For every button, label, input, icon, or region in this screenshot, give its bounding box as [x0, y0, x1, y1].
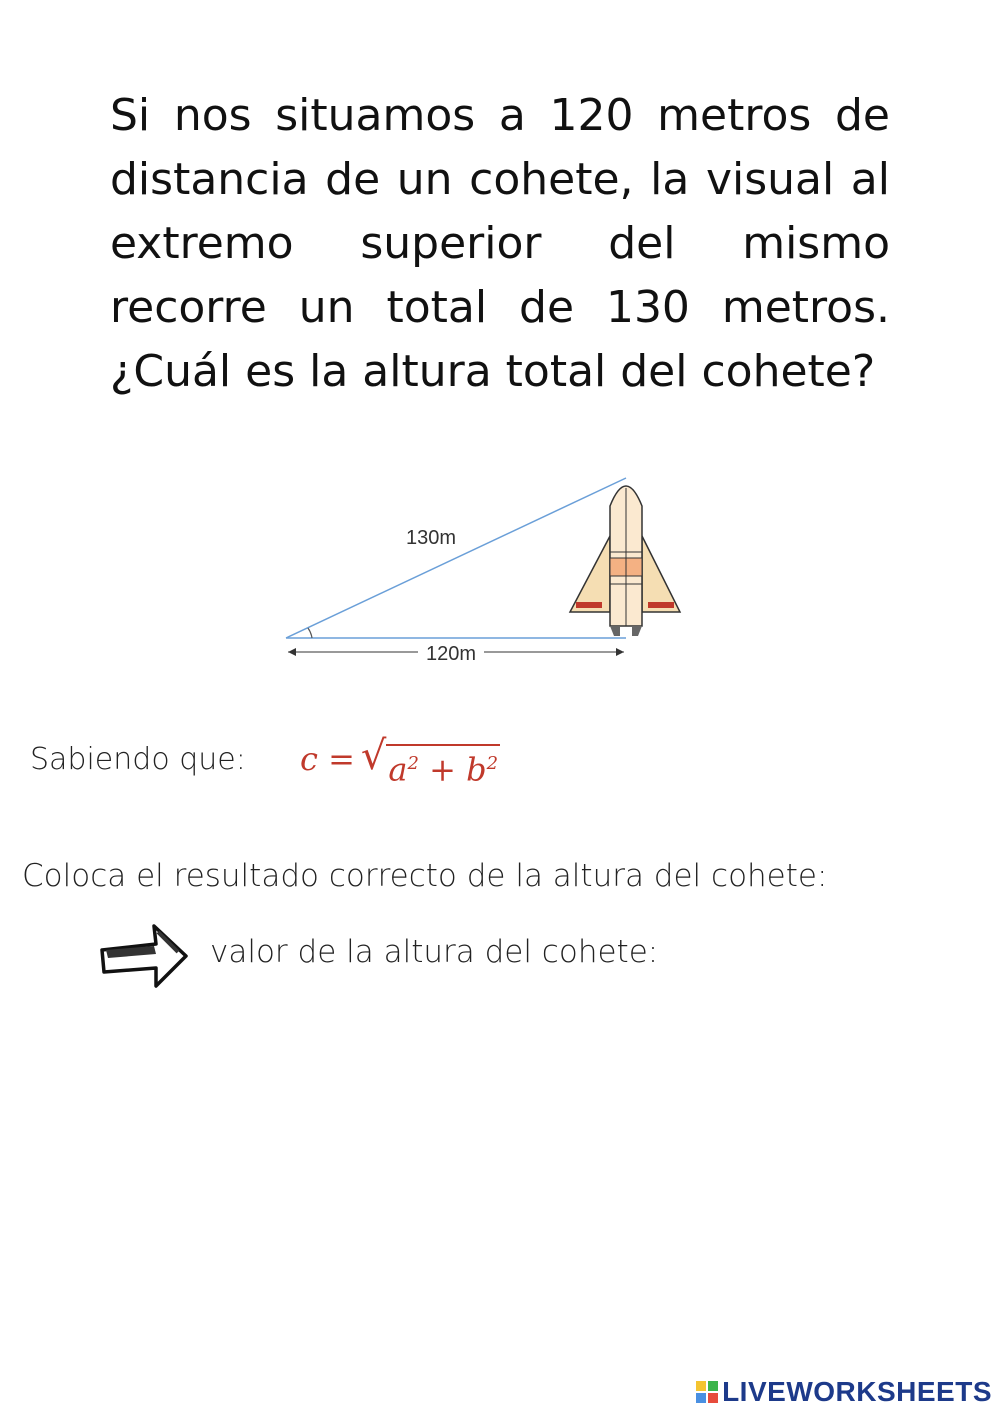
square-root [360, 733, 500, 789]
instruction-text: Coloca el resultado correcto de la altura del cohete: [22, 858, 828, 894]
rocket-triangle-diagram [270, 466, 690, 676]
rocket-icon [570, 486, 680, 636]
formula-lhs: c = [300, 740, 355, 778]
pythagorean-formula [300, 733, 500, 789]
exp-b: 2 [486, 753, 499, 774]
radicand [386, 744, 500, 788]
angle-arc [308, 628, 312, 638]
brand-name: LIVEWORKSHEETS [722, 1376, 992, 1407]
hand-drawn-arrow-icon [98, 920, 190, 992]
liveworksheets-logo [696, 1376, 992, 1408]
root-sign-icon: √ [360, 733, 387, 779]
hypotenuse-line [286, 478, 626, 638]
term-b: b [466, 750, 487, 789]
plus-sign: + [429, 750, 456, 789]
logo-mark-icon [696, 1381, 718, 1403]
hint-label: Sabiendo que: [30, 742, 246, 777]
exp-a: 2 [407, 753, 419, 774]
hypotenuse-label: 130m [406, 527, 457, 549]
problem-statement: Si nos situamos a 120 metros de distancia de un cohete, la visual al extremo superior del mismo recorre un total de 130 metros. ¿Cuál es la altura total del cohete? [110, 90, 890, 397]
answer-label: valor de la altura del cohete: [210, 934, 659, 970]
base-label: 120m [426, 643, 477, 665]
term-a: a [388, 750, 408, 789]
